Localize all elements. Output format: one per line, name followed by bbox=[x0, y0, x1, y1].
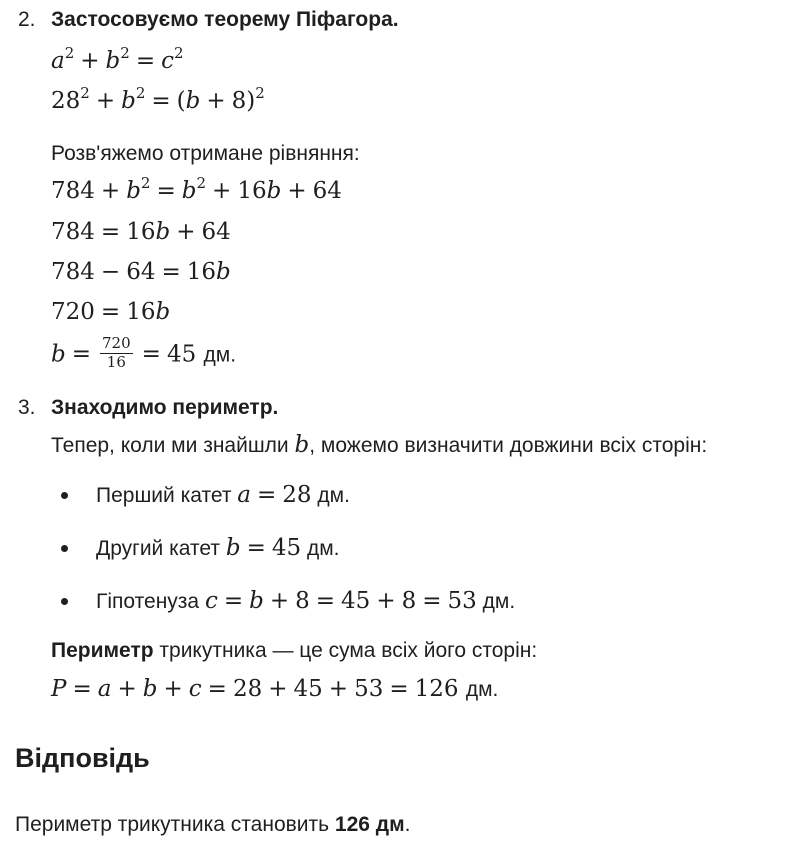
answer-heading: Відповідь bbox=[15, 743, 150, 773]
bullet-hypotenuse: Гіпотенуза c = b + 8 = 45 + 8 = 53 дм. bbox=[96, 588, 516, 614]
bullet-dot bbox=[61, 598, 68, 605]
step-3-title: Знаходимо периметр. bbox=[51, 396, 279, 419]
equation-substituted: $28^2 + b^2 = (b + 8)^2$ bbox=[51, 84, 265, 114]
equation-perimeter: P = a + b + c = 28 + 45 + 53 = 126 дм. bbox=[51, 676, 499, 702]
step-2-title: Застосовуємо теорему Піфагора. bbox=[51, 8, 399, 31]
bullet-leg-a: Перший катет a = 28 дм. bbox=[96, 482, 350, 508]
equation-simplified: 784 = 16b + 64 bbox=[51, 219, 231, 245]
fraction: $\frac{720}{16}$ bbox=[102, 334, 131, 371]
bullet-dot bbox=[61, 492, 68, 499]
equation-subtracted: 784 − 64 = 16b bbox=[51, 259, 231, 285]
step-2-intro: Розв'яжемо отримане рівняння: bbox=[51, 142, 360, 165]
bullet-leg-b: Другий катет b = 45 дм. bbox=[96, 535, 340, 561]
equation-solve-b: b = $\frac{720}{16}$ = 45 дм. bbox=[51, 334, 237, 371]
step-2-number: 2. bbox=[18, 8, 36, 31]
answer-text: Периметр трикутника становить 126 дм. bbox=[15, 813, 411, 836]
equation-pythagoras: $a^2 + b^2 = c^2$ bbox=[51, 44, 184, 74]
perimeter-intro: Периметр трикутника — це сума всіх його сторін: bbox=[51, 639, 538, 662]
unit: дм. bbox=[203, 343, 237, 367]
variable-b: b bbox=[294, 432, 310, 458]
equation-expanded: $784 + b^2 = b^2 + 16b + 64$ bbox=[51, 174, 342, 204]
step-3-number: 3. bbox=[18, 396, 36, 419]
step-3-intro: Тепер, коли ми знайшли b, можемо визначити довжини всіх сторін: bbox=[51, 432, 708, 458]
bullet-dot bbox=[61, 545, 68, 552]
equation-result: 720 = 16b bbox=[51, 299, 171, 325]
